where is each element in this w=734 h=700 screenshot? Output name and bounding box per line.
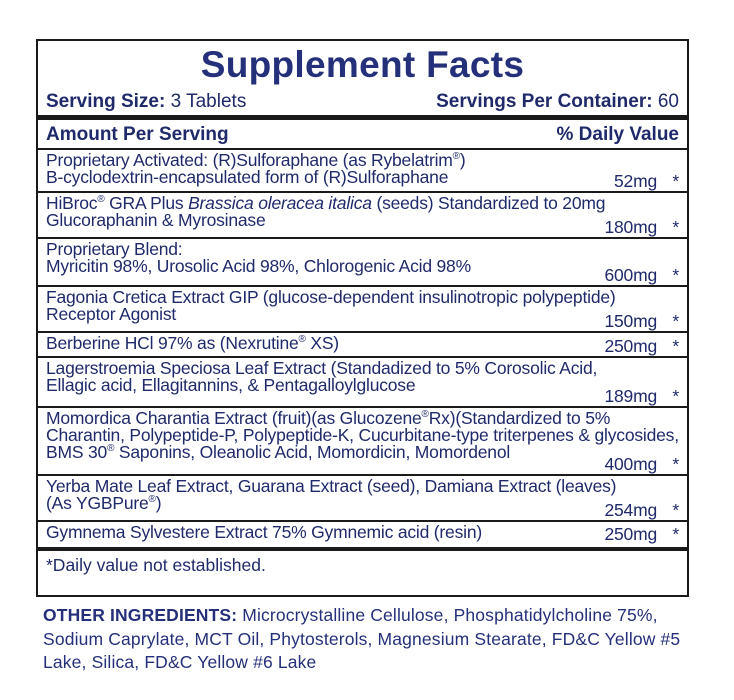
ingredient-amount: 400mg * (604, 454, 679, 474)
ingredient-amount: 180mg * (604, 217, 679, 237)
ingredient-row: Gymnema Sylvestere Extract 75% Gymnemic acid (resin) 250mg * (38, 522, 687, 551)
amount-header: Amount Per Serving (46, 124, 229, 145)
serving-size: Serving Size: 3 Tablets (46, 91, 247, 112)
ingredient-row: Yerba Mate Leaf Extract, Guarana Extract (seed), Damiana Extract (leaves) (As YGBPure®) 254mg * (38, 476, 687, 522)
panel-title: Supplement Facts (200, 44, 525, 85)
ingredient-row: Lagerstroemia Speciosa Leaf Extract (Standadized to 5% Corosolic Acid, Ellagic acid, Ellagitannins, & Pentagalloylglucose 189mg * (38, 358, 687, 408)
ingredient-amount: 254mg * (604, 500, 679, 520)
other-ingredients-label: OTHER INGREDIENTS: (43, 605, 238, 625)
ingredient-amount: 600mg * (604, 265, 679, 285)
ingredient-amount: 189mg * (604, 386, 679, 406)
ingredient-row: HiBroc® GRA Plus Brassica oleracea italica (seeds) Standardized to 20mg Glucoraphanin & Myrosinase 180mg * (38, 193, 687, 239)
serving-info (38, 88, 687, 115)
ingredient-amount: 150mg * (604, 311, 679, 331)
other-ingredients (43, 604, 693, 675)
ingredient-row: Proprietary Blend: Myricitin 98%, Urosolic Acid 98%, Chlorogenic Acid 98% 600mg * (38, 239, 687, 287)
ingredient-amount: 250mg * (604, 524, 679, 544)
other-ingredients-text: Microcrystalline Cellulose, Phosphatidylcholine 75%, Sodium Caprylate, MCT Oil, Phytosterols, Magnesium Stearate, FD&C Yellow #5 Lake, Silica, FD&C Yellow #6 Lake (43, 605, 681, 672)
footnote: *Daily value not established. (46, 555, 266, 575)
ingredient-row: Fagonia Cretica Extract GIP (glucose-dependent insulinotropic polypeptide) Receptor Agonist 150mg * (38, 287, 687, 333)
ingredient-row: Berberine HCl 97% as (Nexrutine® XS) 250mg * (38, 333, 687, 358)
supplement-facts-panel (36, 39, 689, 597)
ingredient-amount: 250mg * (604, 336, 679, 356)
servings-per-container: Servings Per Container: 60 (436, 91, 679, 112)
dv-header: % Daily Value (556, 124, 679, 145)
ingredient-row: Momordica Charantia Extract (fruit)(as Glucozene®Rx)(Standardized to 5% Charantin, Polypeptide-P, Polypeptide-K, Cucurbitane-type triterpenes & glycosides, BMS 30® Saponins, Oleanolic Acid, Momordicin, Momordenol 400mg * (38, 408, 687, 476)
ingredient-amount: 52mg * (614, 171, 679, 191)
ingredient-row: Proprietary Activated: (R)Sulforaphane (as Rybelatrim®) B-cyclodextrin-encapsulated form of (R)Sulforaphane 52mg * (38, 150, 687, 193)
column-header (38, 120, 687, 148)
